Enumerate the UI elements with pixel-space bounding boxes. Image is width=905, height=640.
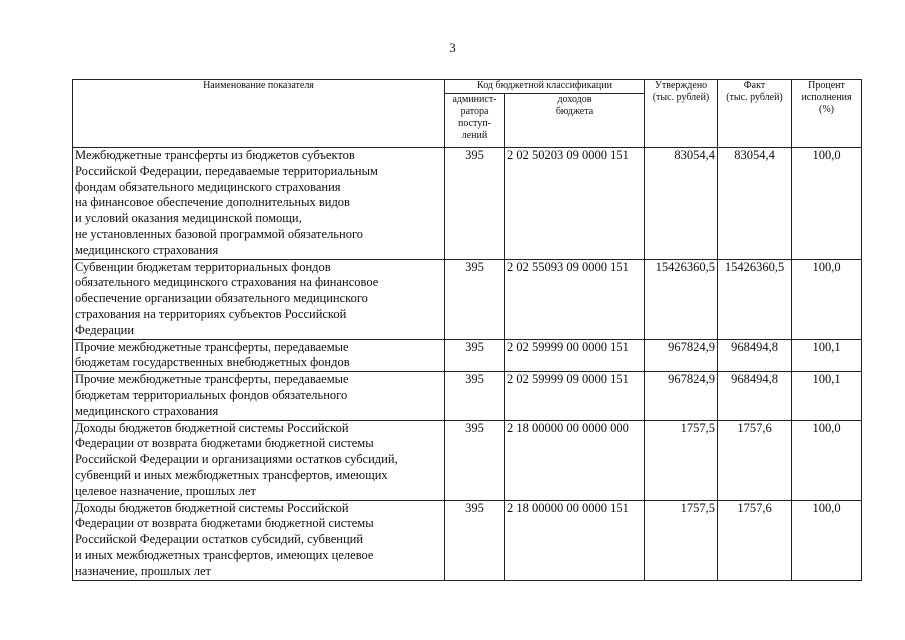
row-fact: 968494,8 — [718, 339, 792, 372]
table-row — [73, 259, 862, 339]
header-fact: Факт (тыс. рублей) — [718, 80, 792, 148]
row-admin-code: 395 — [445, 148, 505, 260]
row-admin-code: 395 — [445, 339, 505, 372]
row-fact: 1757,6 — [718, 500, 792, 580]
header-income: доходов бюджета — [505, 94, 645, 148]
row-income-code: 2 02 50203 09 0000 151 — [505, 148, 645, 260]
budget-table — [72, 79, 862, 581]
row-admin-code: 395 — [445, 420, 505, 500]
row-fact: 83054,4 — [718, 148, 792, 260]
header-percent: Процент исполнения (%) — [792, 80, 862, 148]
page-number: 3 — [449, 40, 456, 55]
row-fact: 15426360,5 — [718, 259, 792, 339]
row-percent: 100,0 — [792, 259, 862, 339]
row-income-code: 2 18 00000 00 0000 151 — [505, 500, 645, 580]
header-indicator: Наименование показателя — [73, 80, 445, 148]
table-row — [73, 420, 862, 500]
row-admin-code: 395 — [445, 259, 505, 339]
row-income-code: 2 02 59999 00 0000 151 — [505, 339, 645, 372]
row-percent: 100,1 — [792, 372, 862, 420]
table-row — [73, 372, 862, 420]
row-percent: 100,0 — [792, 500, 862, 580]
row-percent: 100,0 — [792, 148, 862, 260]
row-fact: 968494,8 — [718, 372, 792, 420]
row-admin-code: 395 — [445, 372, 505, 420]
header-budget-code: Код бюджетной классификации — [445, 80, 645, 94]
row-approved: 15426360,5 — [645, 259, 718, 339]
row-name: Доходы бюджетов бюджетной системы Российской Федерации от возврата бюджетами бюджетной системы Российской Федерации и организациями остатков субсидий, субвенций и иных межбюджетных трансфертов, имеющих целевое назначение, прошлых лет — [73, 420, 445, 500]
row-approved: 967824,9 — [645, 372, 718, 420]
row-approved: 1757,5 — [645, 420, 718, 500]
row-percent: 100,0 — [792, 420, 862, 500]
row-income-code: 2 18 00000 00 0000 000 — [505, 420, 645, 500]
row-name: Межбюджетные трансферты из бюджетов субъектов Российской Федерации, передаваемые территориальным фондам обязательного медицинского страхования на финансовое обеспечение дополнительных видов и условий оказания медицинской помощи, не установленных базовой программой обязательного медицинского страхования — [73, 148, 445, 260]
row-name: Доходы бюджетов бюджетной системы Российской Федерации от возврата бюджетами бюджетной системы Российской Федерации остатков субсидий, субвенций и иных межбюджетных трансфертов, имеющих целевое назначение, прошлых лет — [73, 500, 445, 580]
header-admin: админист- ратора поступ- лений — [445, 94, 505, 148]
row-income-code: 2 02 55093 09 0000 151 — [505, 259, 645, 339]
row-income-code: 2 02 59999 09 0000 151 — [505, 372, 645, 420]
row-name: Субвенции бюджетам территориальных фондов обязательного медицинского страхования на финансовое обеспечение организации обязательного медицинского страхования на территориях субъектов Российской Федерации — [73, 259, 445, 339]
table-row — [73, 148, 862, 260]
row-admin-code: 395 — [445, 500, 505, 580]
row-name: Прочие межбюджетные трансферты, передаваемые бюджетам государственных внебюджетных фондов — [73, 339, 445, 372]
table-row — [73, 339, 862, 372]
row-approved: 967824,9 — [645, 339, 718, 372]
row-percent: 100,1 — [792, 339, 862, 372]
row-approved: 83054,4 — [645, 148, 718, 260]
header-approved: Утверждено (тыс. рублей) — [645, 80, 718, 148]
table-row — [73, 500, 862, 580]
row-approved: 1757,5 — [645, 500, 718, 580]
row-fact: 1757,6 — [718, 420, 792, 500]
row-name: Прочие межбюджетные трансферты, передаваемые бюджетам территориальных фондов обязательного медицинского страхования — [73, 372, 445, 420]
